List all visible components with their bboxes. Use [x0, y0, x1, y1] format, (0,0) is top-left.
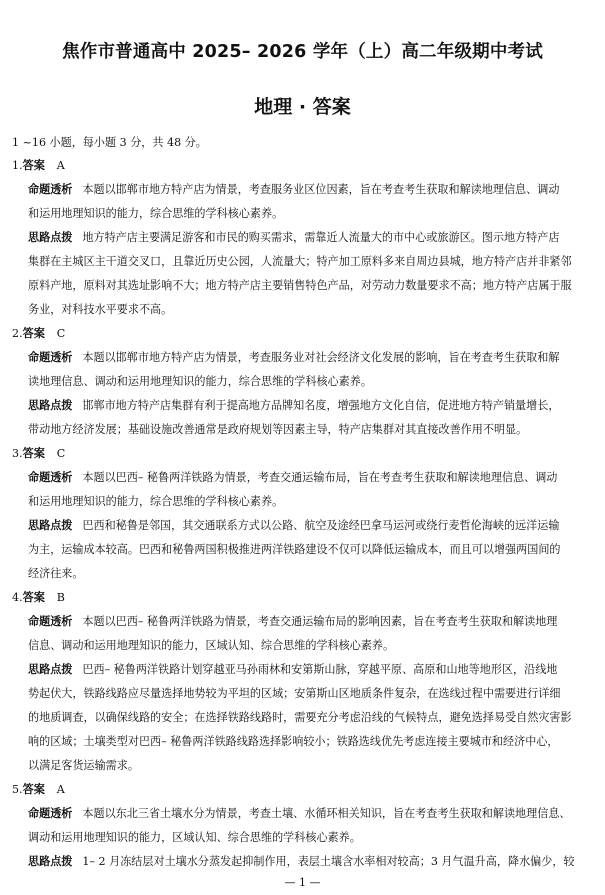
- answer-value: A: [56, 159, 65, 172]
- q2-analysis-line-1: [28, 351, 559, 365]
- analysis-label: 命题透析: [28, 615, 73, 628]
- answer-value: C: [56, 327, 66, 340]
- analysis-text: 本题以巴西– 秘鲁两洋铁路为情景，考查交通运输布局，旨在考查考生获取和解读地理信息、调动: [82, 471, 558, 484]
- answer-value: B: [56, 591, 65, 604]
- q1-hint-line-3: 原料产地，原料对其选址影响不大；地方特产店主要销售特色产品，对劳动力数量要求不高；地方特产店属于服: [28, 279, 572, 292]
- answer-label: 答案: [22, 159, 45, 172]
- q4-hint-line-2: 势起伏大，铁路线路应尽量选择地势较为平坦的区域；安第斯山区地质条件复杂，在选线过程中需要进行详细: [28, 687, 561, 700]
- q2-analysis-line-2: 读地理信息、调动和运用地理知识的能力，综合思维的学科核心素养。: [28, 375, 372, 388]
- q1-hint-line-4: 务业，对科技水平要求不高。: [28, 303, 173, 316]
- q1-analysis-line-2: 和运用地理知识的能力，综合思维的学科核心素养。: [28, 207, 284, 220]
- q5-analysis-line-1: [28, 807, 571, 821]
- q4-hint-line-4: 响的区域；土壤类型对巴西– 秘鲁两洋铁路线路选择影响较小；铁路选线优先考虑连接主要城市和经济中心，: [28, 735, 559, 748]
- exam-title: 焦作市普通高中 2025– 2026 学年（上）高二年级期中考试: [62, 42, 543, 62]
- subject-title: 地理 · 答案: [254, 96, 351, 118]
- q2-hint-line-1: [28, 399, 559, 413]
- q3-hint-line-3: 经济往来。: [28, 567, 84, 580]
- answer-label: 答案: [22, 591, 45, 604]
- q4-analysis-line-2: 信息、调动和运用地理知识的能力，区域认知、综合思维的学科核心素养。: [28, 639, 395, 652]
- analysis-label: 命题透析: [28, 351, 73, 364]
- analysis-text: 本题以邯郸市地方特产店为情景，考查服务业区位因素，旨在考查考生获取和解读地理信息、调动: [82, 183, 560, 196]
- hint-text: 1– 2 月冻结层对土壤水分蒸发起抑制作用，表层土壤含水率相对较高；3 月气温升高，降水偏少，较: [82, 855, 575, 868]
- hint-text: 巴西– 秘鲁两洋铁路计划穿越亚马孙雨林和安第斯山脉，穿越平原、高原和山地等地形区，沿线地: [82, 663, 558, 676]
- analysis-text: 本题以巴西– 秘鲁两洋铁路为情景，考查交通运输布局的影响因素，旨在考查考生获取和解读地理: [82, 615, 558, 628]
- question-number: 3.: [12, 447, 23, 460]
- analysis-text: 本题以东北三省土壤水分为情景，考查土壤、水循环相关知识，旨在考查考生获取和解读地理信息、: [82, 807, 571, 820]
- hint-label: 思路点拨: [28, 399, 73, 412]
- q3-hint-line-2: 为主，运输成本较高。巴西和秘鲁两国积极推进两洋铁路建设不仅可以降低运输成本，而且可以增强两国间的: [28, 543, 561, 556]
- q1-analysis-line-1: [28, 183, 559, 197]
- q5-analysis-line-2: 调动和运用地理知识的能力，区域认知、综合思维的学科核心素养。: [28, 831, 361, 844]
- hint-label: 思路点拨: [28, 855, 73, 868]
- answer-value: A: [56, 783, 65, 796]
- q5-answer-line: [12, 783, 65, 797]
- answer-label: 答案: [22, 327, 45, 340]
- q4-hint-line-5: 以满足客货运输需求。: [28, 759, 139, 772]
- analysis-text: 本题以邯郸市地方特产店为情景，考查服务业对社会经济文化发展的影响，旨在考查考生获取和解: [82, 351, 560, 364]
- q4-analysis-line-1: [28, 615, 557, 629]
- hint-label: 思路点拨: [28, 519, 73, 532]
- answer-label: 答案: [22, 783, 45, 796]
- question-number: 2.: [12, 327, 23, 340]
- q4-answer-line: [12, 591, 65, 605]
- q3-hint-line-1: [28, 519, 559, 533]
- hint-label: 思路点拨: [28, 231, 73, 244]
- intro-line: 1 ~16 小题，每小题 3 分，共 48 分。: [12, 136, 207, 149]
- answer-label: 答案: [22, 447, 45, 460]
- question-number: 5.: [12, 783, 23, 796]
- page-number: — 1 —: [284, 876, 321, 889]
- hint-text: 巴西和秘鲁是邻国，其交通联系方式以公路、航空及途经巴拿马运河或绕行麦哲伦海峡的远洋运输: [82, 519, 560, 532]
- hint-text: 地方特产店主要满足游客和市民的购买需求，需靠近人流量大的市中心或旅游区。图示地方特产店: [82, 231, 560, 244]
- q4-hint-line-3: 的地质调查，以确保线路的安全；在选择铁路线路时，需要充分考虑沿线的气候特点，避免选择易受自然灾害影: [28, 711, 572, 724]
- question-number: 4.: [12, 591, 23, 604]
- hint-text: 邯郸市地方特产店集群有利于提高地方品牌知名度，增强地方文化自信，促进地方特产销量增长，: [82, 399, 560, 412]
- q1-hint-line-1: [28, 231, 559, 245]
- analysis-label: 命题透析: [28, 471, 73, 484]
- analysis-label: 命题透析: [28, 183, 73, 196]
- answer-value: C: [56, 447, 66, 460]
- q3-analysis-line-2: 和运用地理知识的能力，综合思维的学科核心素养。: [28, 495, 284, 508]
- q2-hint-line-2: 带动地方经济发展；基础设施改善通常是政府规划等因素主导，特产店集群对其直接改善作用不明显。: [28, 423, 528, 436]
- q1-answer-line: [12, 159, 65, 173]
- question-number: 1.: [12, 159, 23, 172]
- q2-answer-line: [12, 327, 65, 341]
- q1-hint-line-2: 集群在主城区主干道交叉口，且靠近历史公园，人流量大；特产加工原料多来自周边县城，地方特产店并非紧邻: [28, 255, 572, 268]
- analysis-label: 命题透析: [28, 807, 73, 820]
- q5-hint-line-1: [28, 855, 575, 869]
- hint-label: 思路点拨: [28, 663, 73, 676]
- q4-hint-line-1: [28, 663, 557, 677]
- q3-answer-line: [12, 447, 65, 461]
- q3-analysis-line-1: [28, 471, 557, 485]
